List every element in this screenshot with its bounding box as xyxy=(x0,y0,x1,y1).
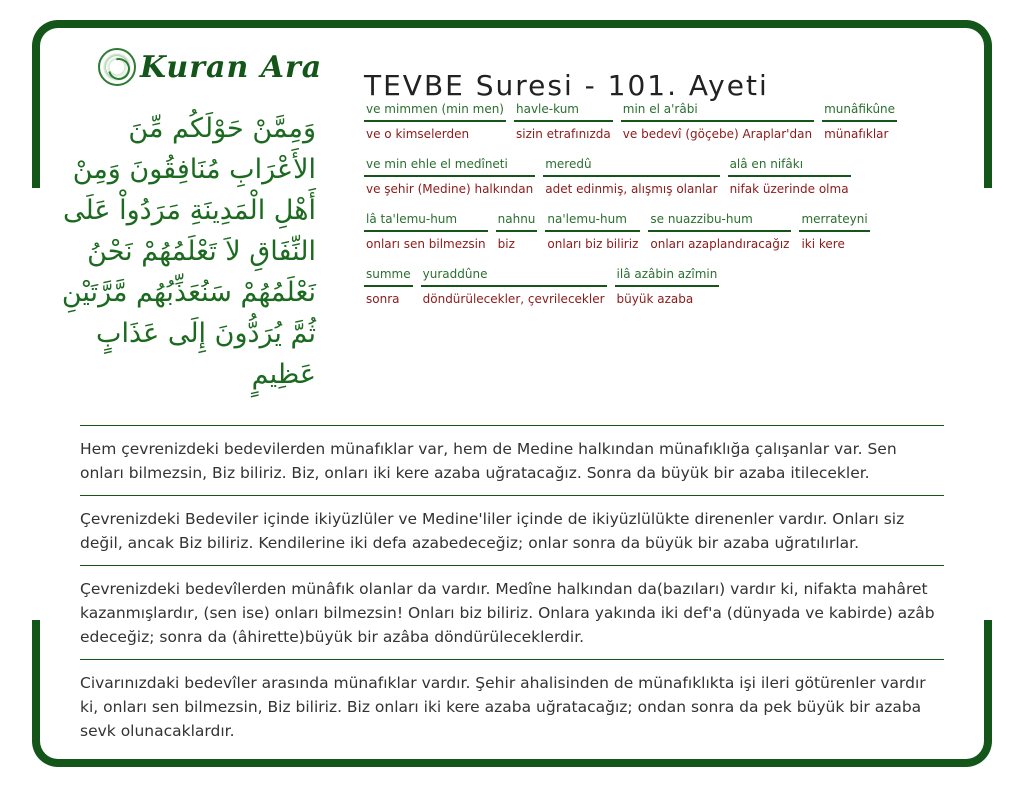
word-item[interactable] xyxy=(364,155,535,197)
word-meaning: sonra xyxy=(366,292,400,306)
word-transliteration: na'lemu-hum xyxy=(545,210,640,232)
arabic-line: النِّفَاقِ لاَ تَعْلَمُهُمْ نَحْنُ xyxy=(87,236,316,267)
word-row xyxy=(364,210,944,252)
word-transliteration: havle-kum xyxy=(514,100,613,122)
logo-text: Kuran Ara xyxy=(140,49,323,85)
translation-item: Civarınızdaki bedevîler arasında münafıklar vardır. Şehir ahalisinden de münafıklıkta işi ileri götürenler vardır ki, onları sen bilmezsin, Biz biliriz. Biz onları iki kere azaba uğratacağız; ondan sonra da pek büyük bir azaba sevk olunacaklardır. xyxy=(80,659,944,753)
arabic-line: عَظِيمٍ xyxy=(251,359,316,390)
translation-item: Hem çevrenizdeki bedevilerden münafıklar var, hem de Medine halkından münafıklığa çalışanlar var. Sen onları bilmezsin, Biz biliriz. Biz, onları iki kere azaba uğratacağız. Sonra da büyük bir azaba itilecekler. xyxy=(80,425,944,495)
word-item[interactable] xyxy=(421,265,607,307)
word-meaning: münafıklar xyxy=(824,127,889,141)
word-meaning: onları sen bilmezsin xyxy=(366,237,486,251)
word-transliteration: summe xyxy=(364,265,413,287)
site-logo[interactable] xyxy=(98,46,322,88)
word-meaning: biz xyxy=(497,237,515,251)
word-meaning: sizin etrafınızda xyxy=(516,127,611,141)
word-item[interactable] xyxy=(728,155,851,197)
word-item[interactable] xyxy=(364,265,413,307)
quran-emblem-icon xyxy=(98,48,136,86)
word-item[interactable] xyxy=(799,210,869,252)
word-transliteration: ilâ azâbin azîmin xyxy=(615,265,720,287)
word-item[interactable] xyxy=(364,210,488,252)
word-item[interactable] xyxy=(545,210,640,252)
page-title: TEVBE Suresi - 101. Ayeti xyxy=(364,68,769,102)
word-meaning: iki kere xyxy=(801,237,845,251)
word-item[interactable] xyxy=(543,155,719,197)
arabic-line: الأَعْرَابِ مُنَافِقُونَ وَمِنْ xyxy=(72,154,316,185)
word-row xyxy=(364,265,944,307)
word-meaning: onları biz biliriz xyxy=(547,237,639,251)
word-row xyxy=(364,155,944,197)
word-meaning: ve o kimselerden xyxy=(366,127,470,141)
word-meaning: döndürülecekler, çevrilecekler xyxy=(422,292,605,306)
word-transliteration: merrateyni xyxy=(799,210,869,232)
word-item[interactable] xyxy=(648,210,791,252)
word-transliteration: nahnu xyxy=(496,210,538,232)
word-transliteration: ve mimmen (min men) xyxy=(364,100,506,122)
translations-list xyxy=(80,425,944,753)
arabic-verse xyxy=(60,108,316,395)
word-meaning: adet edinmiş, alışmış olanlar xyxy=(545,182,718,196)
arabic-line: نَعْلَمُهُمْ سَنُعَذِّبُهُم مَّرَّتَيْنِ xyxy=(61,277,316,308)
word-meaning: nifak üzerinde olma xyxy=(729,182,849,196)
word-transliteration: se nuazzibu-hum xyxy=(648,210,791,232)
word-item[interactable] xyxy=(822,100,897,142)
word-item[interactable] xyxy=(364,100,506,142)
word-transliteration: lâ ta'lemu-hum xyxy=(364,210,488,232)
arabic-line: ثُمَّ يُرَدُّونَ إِلَى عَذَابٍ xyxy=(96,318,316,349)
word-item[interactable] xyxy=(514,100,613,142)
word-meaning: büyük azaba xyxy=(616,292,694,306)
word-transliteration: munâfikûne xyxy=(822,100,897,122)
arabic-line: وَمِمَّنْ حَوْلَكُم مِّنَ xyxy=(128,113,316,144)
word-by-word-table xyxy=(364,100,944,320)
word-transliteration: alâ en nifâkı xyxy=(728,155,851,177)
word-meaning: ve şehir (Medine) halkından xyxy=(366,182,534,196)
word-meaning: onları azaplandıracağız xyxy=(650,237,790,251)
word-transliteration: min el a'râbi xyxy=(621,100,814,122)
translation-item: Çevrenizdeki Bedeviler içinde ikiyüzlüler ve Medine'liler içinde de ikiyüzlülükte direnenler vardır. Onları siz değil, ancak Biz biliriz. Kendilerine iki defa azabedeceğiz; onlar sonra da büyük bir azaba uğratılırlar. xyxy=(80,495,944,565)
arabic-line: أَهْلِ الْمَدِينَةِ مَرَدُواْ عَلَى xyxy=(62,195,316,226)
word-meaning: ve bedevî (göçebe) Araplar'dan xyxy=(622,127,813,141)
word-item[interactable] xyxy=(496,210,538,252)
word-transliteration: meredû xyxy=(543,155,719,177)
word-row xyxy=(364,100,944,142)
word-transliteration: ve min ehle el medîneti xyxy=(364,155,535,177)
word-item[interactable] xyxy=(621,100,814,142)
word-item[interactable] xyxy=(615,265,720,307)
translation-item: Çevrenizdeki bedevîlerden münâfık olanlar da vardır. Medîne halkından da(bazıları) vardır ki, nifakta mahâret kazanmışlardır, (sen ise) onları bilmezsin! Onları biz biliriz. Onlara yakında iki def'a (dünyada ve kabirde) azâb edeceğiz; sonra da (âhirette)büyük bir azâba döndürüleceklerdir. xyxy=(80,565,944,659)
word-transliteration: yuraddûne xyxy=(421,265,607,287)
